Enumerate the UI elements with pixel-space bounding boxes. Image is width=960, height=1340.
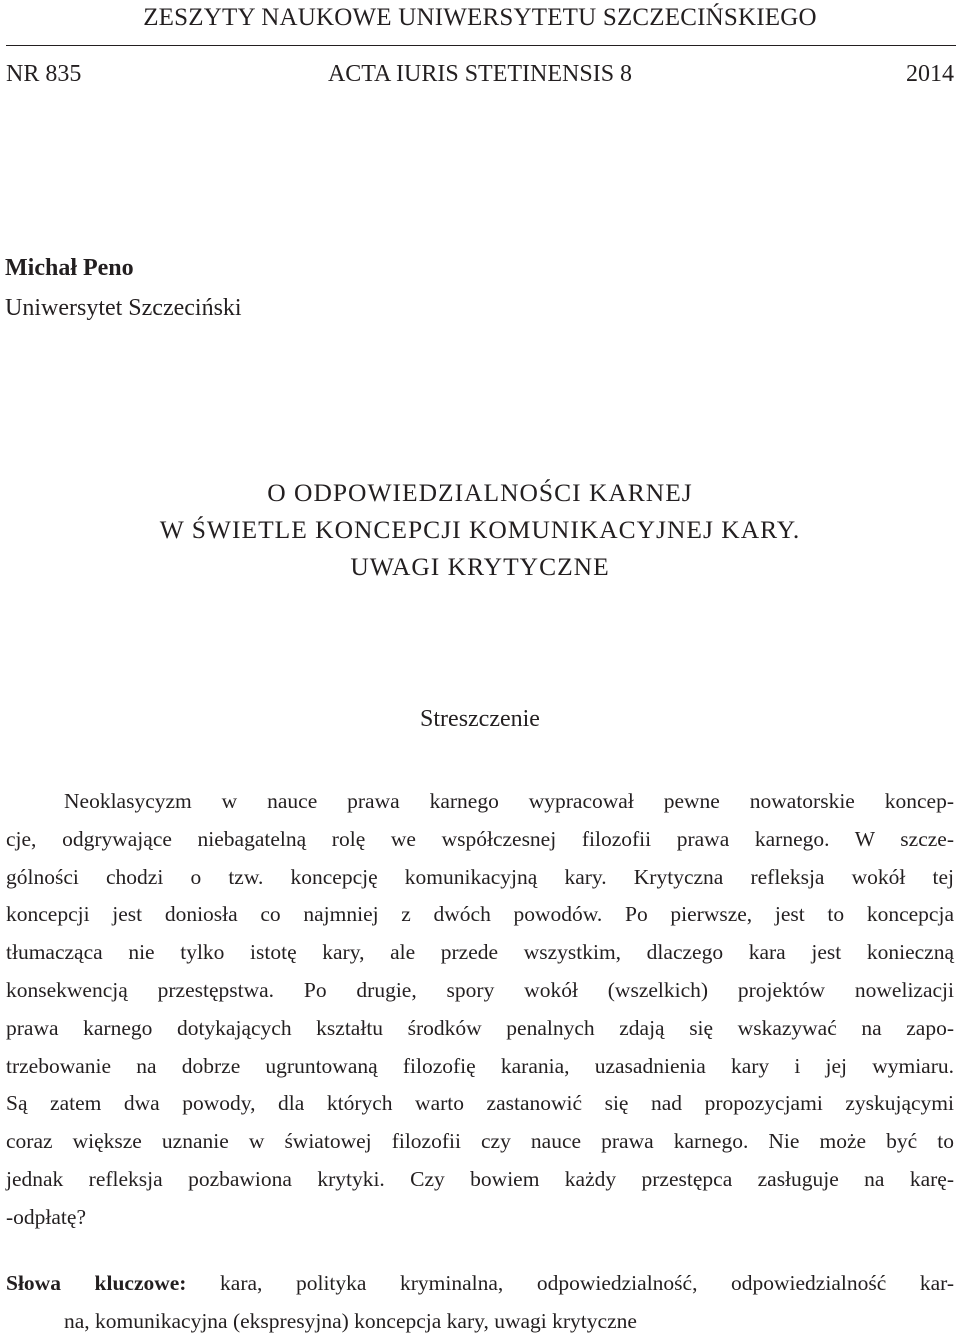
title-line: O ODPOWIEDZIALNOŚCI KARNEJ	[267, 478, 693, 507]
abstract-line: jednak refleksja pozbawiona krytyki. Czy bowiem każdy przestępca zasługuje na karę-	[6, 1166, 954, 1191]
abstract-line: trzebowanie na dobrze ugruntowaną filozofię karania, uzasadnienia kary i jej wymiaru.	[6, 1053, 954, 1078]
abstract-line: gólności chodzi o tzw. koncepcję komunikacyjną kary. Krytyczna refleksja wokół tej	[6, 864, 954, 889]
abstract-line: tłumacząca nie tylko istotę kary, ale przede wszystkim, dlaczego kara jest konieczną	[6, 940, 954, 965]
abstract-line: Neoklasycyzm w nauce prawa karnego wypracował pewne nowatorskie koncep-	[64, 789, 954, 813]
abstract-line: koncepcji jest doniosła co najmniej z dwóch powodów. Po pierwsze, jest to koncepcja	[6, 902, 954, 927]
keywords-label: Słowa kluczowe:	[6, 1271, 187, 1295]
keywords	[6, 1264, 954, 1340]
keywords-line: na, komunikacyjna (ekspresyjna) koncepcja kary, uwagi krytyczne	[64, 1309, 637, 1333]
title-line: W ŚWIETLE KONCEPCJI KOMUNIKACYJNEJ KARY.	[159, 515, 801, 544]
abstract-line: cje, odgrywające niebagatelną rolę we współczesnej filozofii prawa karnego. W szcze-	[6, 826, 954, 851]
header-divider	[6, 45, 956, 46]
series-name: ACTA IURIS STETINENSIS 8	[327, 61, 633, 87]
keywords-line	[6, 1264, 954, 1302]
issue-year: 2014	[906, 61, 954, 87]
issue-header-row	[6, 61, 954, 91]
title-line: UWAGI KRYTYCZNE	[350, 552, 610, 581]
abstract-line: coraz większe uznanie w światowej filozofii czy nauce prawa karnego. Nie może być to	[6, 1129, 954, 1154]
issue-number: NR 835	[6, 61, 82, 87]
article-title	[0, 474, 960, 585]
keywords-text: kara, polityka kryminalna, odpowiedzialność, odpowiedzialność kar-	[186, 1271, 954, 1295]
abstract-line: konsekwencją przestępstwa. Po drugie, spory wokół (wszelkich) projektów nowelizacji	[6, 977, 954, 1002]
author-affiliation: Uniwersytet Szczeciński	[5, 295, 242, 321]
abstract-line: prawa karnego dotykających kształtu środków penalnych zdają się wskazywać na zapo-	[6, 1015, 954, 1040]
abstract-body	[6, 783, 954, 1237]
abstract-line: Są zatem dwa powody, dla których warto zastanowić się nad propozycjami zyskującymi	[6, 1091, 954, 1116]
journal-title: ZESZYTY NAUKOWE UNIWERSYTETU SZCZECIŃSKIEGO	[143, 4, 817, 31]
abstract-line: -odpłatę?	[6, 1204, 86, 1229]
author-name: Michał Peno	[5, 255, 134, 281]
abstract-heading: Streszczenie	[420, 706, 540, 732]
